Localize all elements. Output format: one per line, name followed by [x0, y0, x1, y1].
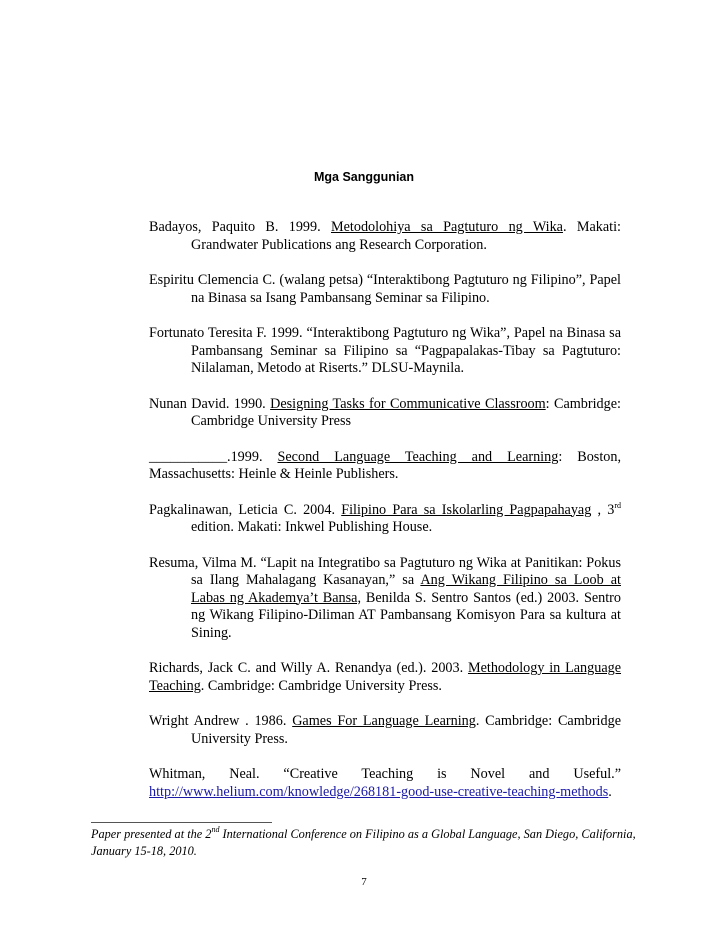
reference-title: Games For Language Learning	[292, 713, 476, 729]
reference-title: Methodology in Language Teaching	[149, 660, 622, 694]
reference-entry	[149, 449, 621, 484]
reference-text: . Cambridge: Cambridge University Press.	[200, 677, 442, 694]
reference-text: edition. Makati: Inkwel Publishing House.	[191, 519, 433, 535]
reference-text: Fortunato Teresita F. 1999. “Interaktibong Pagtuturo ng Wika”, Papel na Binasa sa Pambansang Seminar sa Filipino sa “Pagpapalakas-Tibay sa Pagtuturo: Nilalaman, Metodo at Riserts.” DLSU-Maynila.	[149, 325, 621, 376]
reference-entry	[149, 325, 621, 378]
footnote-divider	[91, 822, 272, 823]
reference-text: Benilda S. Sentro Santos (ed.) 2003. Sentro ng Wikang Filipino-Diliman AT Pambansang Komisyon Para sa kultura at Sining.	[191, 589, 621, 641]
reference-text: Richards, Jack C. and Willy A. Renandya (ed.). 2003.	[149, 660, 468, 676]
reference-title: Filipino Para sa Iskolarling Pagpapahayag	[341, 501, 592, 518]
reference-text: Resuma, Vilma M. “Lapit na Integratibo sa Pagtuturo ng Wika at Panitikan: Pokus sa Ilang Mahalagang Kasanayan,” sa	[149, 554, 621, 588]
reference-entry	[149, 713, 621, 748]
page-title: Mga Sanggunian	[314, 170, 414, 184]
reference-text: Espiritu Clemencia C. (walang petsa) “Interaktibong Pagtuturo ng Filipino”, Papel na Binasa sa Isang Pambansang Seminar sa Filipino.	[149, 272, 621, 306]
reference-entry	[149, 660, 621, 695]
reference-text: Nunan David. 1990.	[149, 395, 271, 412]
footnote-superscript: nd	[211, 825, 220, 834]
footnote	[91, 826, 651, 860]
reference-title: Ang Wikang Filipino sa Loob at Labas ng Akademya’t Bansa,	[191, 572, 621, 606]
reference-text: .	[608, 783, 612, 800]
reference-entry	[149, 219, 621, 254]
reference-entry	[149, 396, 621, 431]
reference-entry	[149, 555, 621, 643]
reference-title: Designing Tasks for Communicative Classroom	[270, 395, 546, 412]
reference-text: Wright Andrew . 1986.	[149, 713, 293, 729]
reference-title: Second Language Teaching and Learning	[277, 448, 559, 465]
reference-entry	[149, 272, 621, 307]
reference-superscript: rd	[614, 500, 622, 510]
reference-link[interactable]: http://www.helium.com/knowledge/268181-good-use-creative-teaching-methods	[149, 783, 609, 800]
reference-list	[149, 219, 621, 819]
reference-text: Badayos, Paquito B. 1999.	[149, 219, 331, 235]
reference-text: ___________.1999.	[149, 448, 278, 465]
reference-entry	[149, 766, 621, 801]
reference-text: . Makati: Grandwater Publications ang Research Corporation.	[191, 219, 621, 253]
reference-entry	[149, 502, 621, 537]
reference-text: : Cambridge: Cambridge University Press	[191, 395, 621, 429]
footnote-text-before: Paper presented at the 2	[91, 827, 212, 841]
page-number: 7	[361, 876, 367, 888]
reference-text: Pagkalinawan, Leticia C. 2004.	[149, 501, 342, 518]
footnote-text-after: International Conference on Filipino as a Global Language, San Diego, California, January 15-18, 2010.	[91, 827, 636, 858]
reference-text: Whitman, Neal. “Creative Teaching is Novel and Useful.”	[149, 766, 621, 782]
reference-title: Metodolohiya sa Pagtuturo ng Wika	[331, 219, 563, 235]
reference-text: , 3	[591, 501, 615, 518]
reference-text: . Cambridge: Cambridge University Press.	[191, 713, 621, 747]
reference-text: : Boston, Massachusetts: Heinle & Heinle Publishers.	[149, 448, 622, 482]
